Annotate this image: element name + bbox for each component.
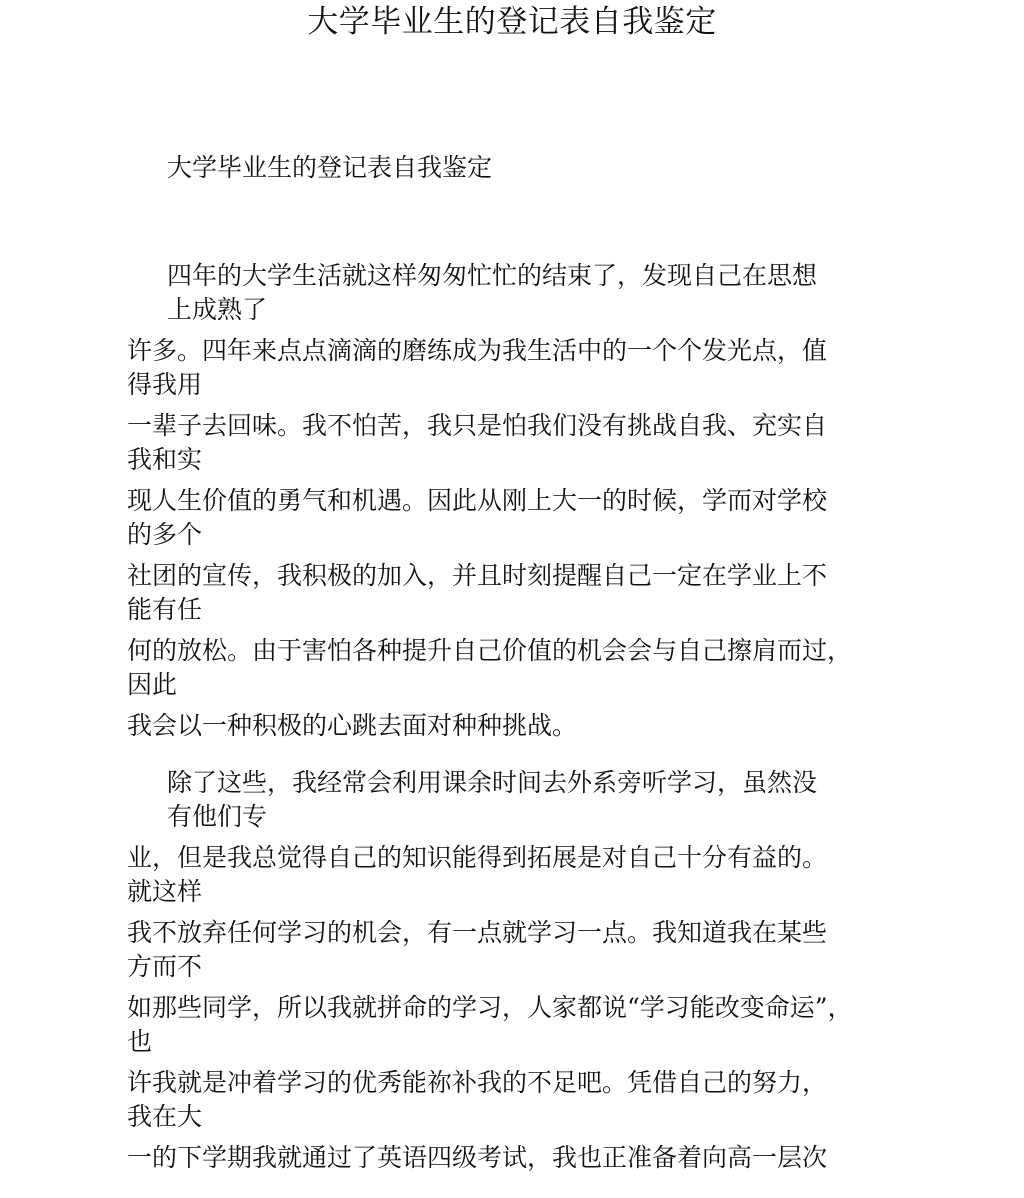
text-line: 我不放弃任何学习的机会，有一点就学习一点。我知道我在某些 (127, 918, 828, 947)
text-line: 我和实 (127, 445, 203, 474)
text-line: 方而不 (127, 952, 203, 981)
text-line: 有他们专 (167, 802, 268, 831)
text-line: 上成熟了 (167, 295, 268, 324)
text-line: 因此 (127, 670, 178, 699)
text-line: 四年的大学生活就这样匆匆忙忙的结束了，发现自己在思想 (167, 261, 818, 290)
text-line: 的多个 (127, 520, 203, 549)
text-line: 许我就是冲着学习的优秀能祢补我的不足吧。凭借自己的努力， (127, 1068, 828, 1097)
document-title: 大学毕业生的登记表自我鉴定 (307, 4, 717, 40)
text-line: 除了这些，我经常会利用课余时间去外系旁听学习，虽然没 (167, 768, 818, 797)
text-line: 何的放松。由于害怕各种提升自己价值的机会会与自己擦肩而过， (127, 636, 853, 665)
text-line: 也 (127, 1027, 153, 1056)
text-line: 我在大 (127, 1102, 203, 1131)
text-line: 就这样 (127, 877, 203, 906)
text-line: 一辈子去回味。我不怕苦，我只是怕我们没有挑战自我、充实自 (127, 411, 828, 440)
text-line: 我会以一种积极的心跳去面对种种挑战。 (127, 711, 578, 740)
document-subtitle: 大学毕业生的登记表自我鉴定 (167, 153, 493, 182)
text-line: 社团的宣传，我积极的加入，并且时刻提醒自己一定在学业上不 (127, 561, 828, 590)
text-line: 如那些同学，所以我就拼命的学习，人家都说“学习能改变命运”， (127, 993, 853, 1022)
text-line: 一的下学期我就通过了英语四级考试，我也正准备着向高一层次 (127, 1143, 828, 1172)
text-line: 现人生价值的勇气和机遇。因此从刚上大一的时候，学而对学校 (127, 486, 828, 515)
text-line: 许多。四年来点点滴滴的磨练成为我生活中的一个个发光点，值 (127, 336, 828, 365)
text-line: 能有任 (127, 595, 203, 624)
text-line: 得我用 (127, 370, 203, 399)
text-line: 业，但是我总觉得自己的知识能得到拓展是对自己十分有益的。 (127, 843, 828, 872)
